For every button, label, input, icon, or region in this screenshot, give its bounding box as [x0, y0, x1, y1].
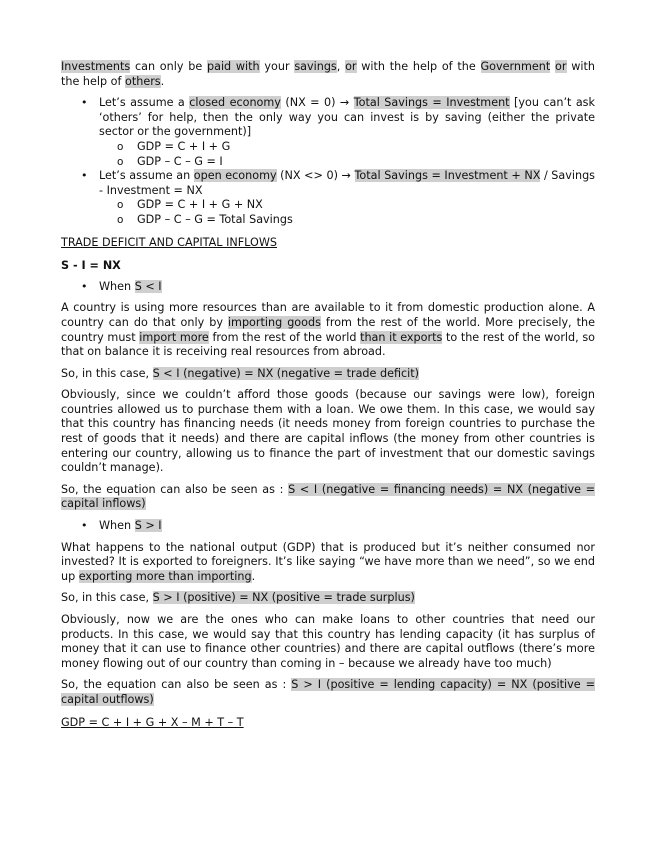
case1-condition: • When S < I	[99, 280, 595, 295]
case1-paragraph-1: A country is using more resources than are available to it from domestic production alone. A country can do that only by importing goods from the rest of the world. More precisely, the country must import more from the rest of the world than it exports to the rest of the world, so that on balance it is receiving real resources from abroad.	[61, 301, 595, 359]
highlight: Government	[480, 60, 551, 73]
highlight: others	[125, 74, 161, 88]
case1-paragraph-3: Obviously, since we couldn’t afford those goods (because our savings were low), foreign countries allowed us to purchase them with a loan. We owe them. In this case, we would say that this country has financing needs (it needs money from foreign countries to purchase the rest of goods that it needs) and there are capital inflows (the money from other countries is entering our country, allowing us to finance the part of investment that our domestic savings couldn’t manage).	[61, 388, 595, 475]
highlight: S < I (negative = financing needs) = NX (negative = capital inflows)	[61, 482, 596, 511]
document-body	[61, 60, 595, 737]
highlight: S > I (positive) = NX (positive = trade surplus)	[152, 591, 415, 605]
highlight: or	[345, 60, 357, 73]
case1-bullet	[61, 280, 595, 295]
case1-paragraph-4: So, the equation can also be seen as : S < I (negative = financing needs) = NX (negative = capital inflows)	[61, 482, 596, 511]
equation: o GDP = C + I + G	[137, 140, 595, 155]
highlight: importing goods	[227, 315, 321, 329]
highlight: than it exports	[360, 330, 443, 344]
equation: o GDP = C + I + G + NX	[137, 198, 595, 213]
highlight: open economy	[193, 169, 277, 183]
economy-assumptions-list	[61, 96, 595, 227]
highlight: S < I (negative) = NX (negative = trade deficit)	[152, 366, 420, 380]
equation: o GDP – C – G = I	[137, 155, 595, 170]
case2-paragraph-1: What happens to the national output (GDP) that is produced but it’s neither consumed nor invested? It is exported to foreigners. It’s like saying “we have more than we need”, so we end up exporting more than importing.	[61, 540, 595, 583]
case2-bullet	[61, 519, 595, 534]
highlight: savings	[294, 60, 337, 73]
highlight: exporting more than importing	[78, 569, 252, 583]
highlight: S < I	[134, 279, 162, 293]
case2-paragraph-3: Obviously, now we are the ones who can make loans to other countries that need our products. In this case, we would say that this country has lending capacity (it has surplus of money that it can use to finance other countries) and there are capital outflows (there’s more money flowing out of our country than coming in – because we already have too much)	[61, 613, 595, 670]
highlight: S > I	[134, 519, 162, 533]
highlight: Total Savings = Investment + NX	[354, 169, 541, 183]
core-formula: S - I = NX	[61, 259, 121, 273]
equation: o GDP – C – G = Total Savings	[137, 213, 595, 228]
open-economy-item: • Let’s assume an open economy (NX <> 0) → Total Savings = Investment + NX / Savings - Investment = NX o GDP = C + I + G + NX o GDP – C – G = Total Savings	[99, 169, 595, 227]
highlight: S > I (positive = lending capacity) = NX (positive = capital outflows)	[61, 678, 595, 706]
intro-paragraph: Investments can only be paid with your savings, or with the help of the Government or with the help of others.	[61, 60, 595, 88]
highlight: or	[555, 60, 567, 73]
case2-paragraph-4: So, the equation can also be seen as : S > I (positive = lending capacity) = NX (positive = capital outflows)	[61, 678, 595, 706]
highlight: Investments	[61, 60, 131, 73]
case1-paragraph-2: So, in this case, S < I (negative) = NX (negative = trade deficit)	[61, 366, 420, 380]
closed-economy-item: • Let’s assume a closed economy (NX = 0) → Total Savings = Investment [you can’t ask ‘others’ for help, then the only way you can invest is by saving (either the private sector or the government)] o GDP = C + I + G o GDP – C – G = I	[99, 96, 595, 169]
highlight: Total Savings = Investment	[353, 96, 510, 110]
case2-paragraph-2: So, in this case, S > I (positive) = NX (positive = trade surplus)	[61, 591, 415, 605]
highlight: import more	[139, 330, 209, 344]
highlight: paid with	[206, 60, 260, 73]
highlight: closed economy	[189, 96, 281, 110]
open-economy-equations	[99, 198, 595, 227]
closed-economy-equations	[99, 140, 595, 169]
section-heading: TRADE DEFICIT AND CAPITAL INFLOWS	[61, 235, 277, 249]
case2-condition: • When S > I	[99, 519, 595, 534]
final-equation: GDP = C + I + G + X – M + T – T	[61, 715, 244, 729]
